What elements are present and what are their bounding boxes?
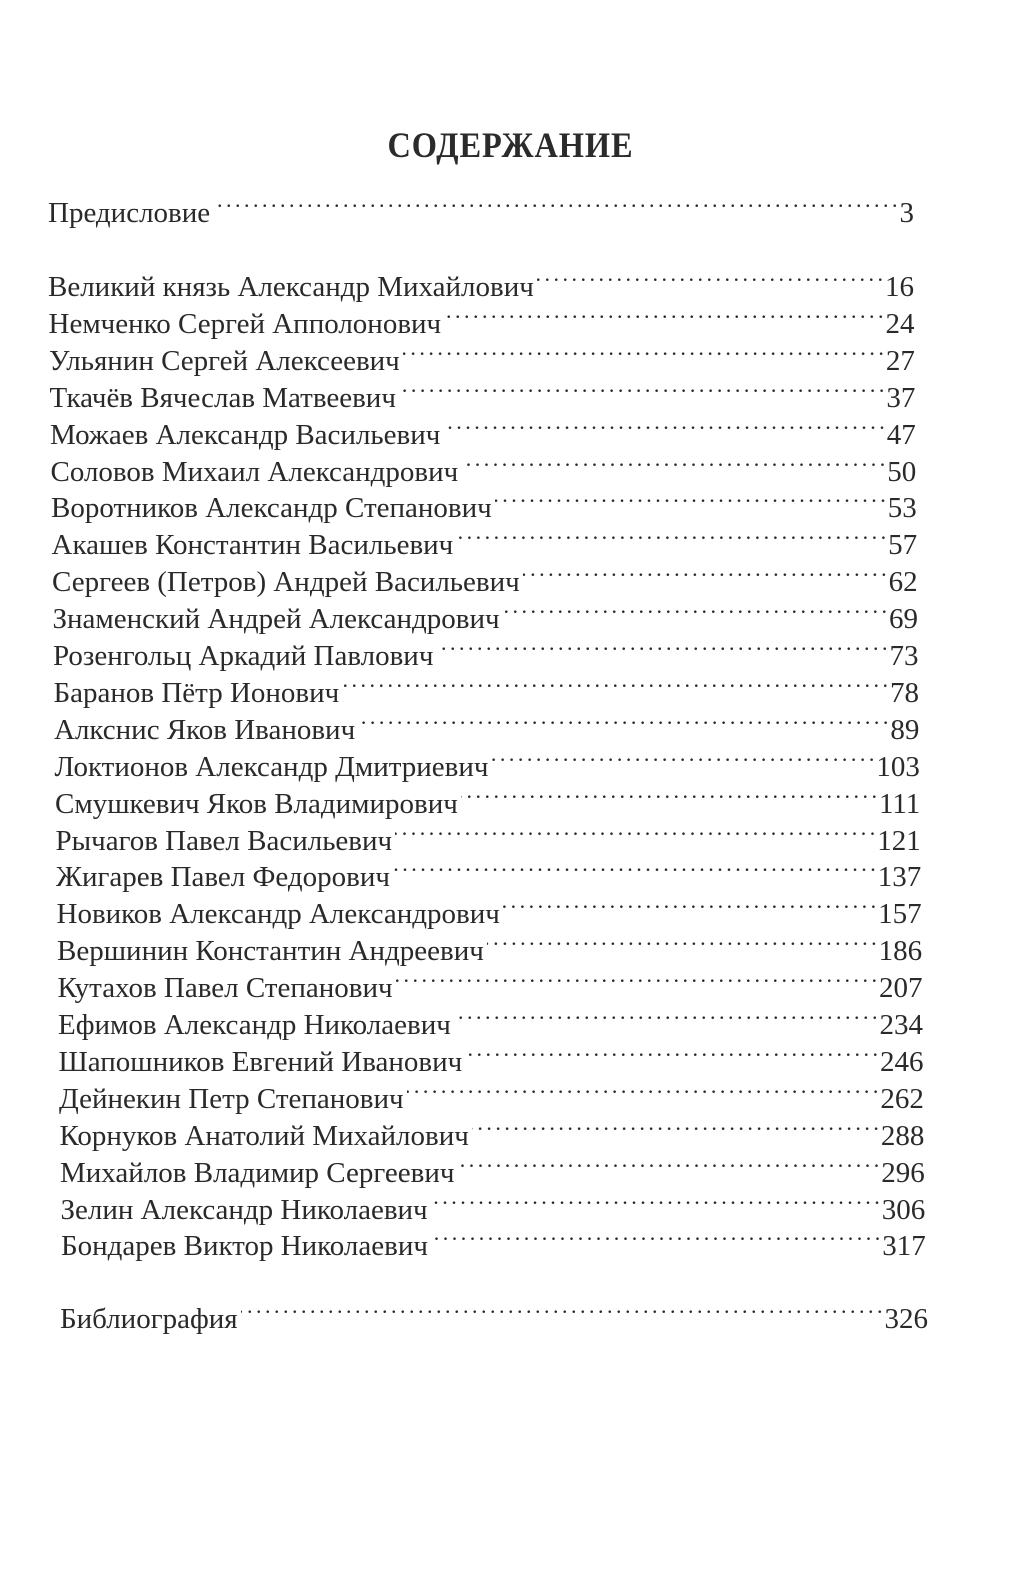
leader-dots xyxy=(396,961,877,997)
leader-dots xyxy=(358,703,887,739)
toc-label: Бондарев Виктор Николаевич xyxy=(61,1230,428,1263)
toc-label: Можаев Александр Васильевич xyxy=(50,418,441,451)
leader-dots xyxy=(431,1219,879,1255)
leader-dots xyxy=(503,887,875,923)
leader-dots xyxy=(491,740,873,776)
leader-dots xyxy=(399,371,883,407)
toc-label: Воротников Александр Степанович xyxy=(51,492,492,525)
toc-page-number: 73 xyxy=(889,640,919,672)
toc-entry xyxy=(61,1219,926,1264)
toc-page-number: 157 xyxy=(878,898,922,931)
toc-label: Алкснис Яков Иванович xyxy=(54,713,356,746)
toc-page-number: 69 xyxy=(889,603,919,636)
leader-dots xyxy=(523,555,886,591)
leader-dots xyxy=(465,1035,877,1071)
leader-dots xyxy=(403,334,883,370)
toc-page-number: 207 xyxy=(879,972,923,1005)
toc-page-number: 137 xyxy=(877,861,922,894)
toc-label: Предисловие xyxy=(48,197,211,229)
toc-page-number: 16 xyxy=(885,271,914,303)
toc-bibliography xyxy=(60,1292,928,1337)
leader-dots xyxy=(431,1183,879,1219)
toc-preface xyxy=(48,186,914,231)
toc-page-number: 296 xyxy=(881,1156,925,1189)
leader-dots xyxy=(472,1109,878,1145)
toc-page-number: 24 xyxy=(885,307,915,340)
toc-page-number: 288 xyxy=(880,1119,925,1152)
toc-label: Локтионов Александр Дмитриевич xyxy=(54,750,489,783)
toc-page-number: 234 xyxy=(879,1009,923,1041)
toc-page-number: 317 xyxy=(882,1230,926,1263)
toc-label: Корнуков Анатолий Михайлович xyxy=(59,1119,469,1152)
leader-dots xyxy=(457,1146,878,1182)
toc-page-number: 246 xyxy=(879,1045,924,1078)
toc-page-number: 186 xyxy=(878,935,923,968)
toc-label: Рычагов Павел Васильевич xyxy=(55,824,393,857)
toc-label: Смушкевич Яков Владимирович xyxy=(55,787,458,820)
toc-label: Немченко Сергей Апполонович xyxy=(48,307,442,340)
leader-dots xyxy=(456,518,885,554)
toc-label: Ульянин Сергей Алексеевич xyxy=(49,344,400,377)
toc-label: Сергеев (Петров) Андрей Васильевич xyxy=(52,566,520,599)
toc-label: Новиков Александр Александрович xyxy=(56,898,500,931)
toc-label: Дейнекин Петр Степанович xyxy=(59,1082,404,1115)
leader-dots xyxy=(444,297,882,333)
toc-page-number: 89 xyxy=(890,713,920,746)
toc-label: Баранов Пётр Ионович xyxy=(53,676,340,709)
toc-label: Михайлов Владимир Сергеевич xyxy=(60,1156,455,1189)
page-title: СОДЕРЖАНИЕ xyxy=(387,125,634,165)
toc-label: Ефимов Александр Николаевич xyxy=(58,1009,451,1041)
leader-dots xyxy=(454,998,877,1034)
toc-label: Соловов Михаил Александрович xyxy=(50,455,459,488)
toc-page-number: 262 xyxy=(880,1082,924,1115)
leader-dots xyxy=(487,924,876,960)
toc-page-number: 306 xyxy=(881,1193,926,1226)
leader-dots xyxy=(395,814,874,850)
toc-page-number: 78 xyxy=(889,676,919,709)
toc-page-number: 121 xyxy=(877,824,921,857)
toc-page-number: 53 xyxy=(887,492,917,525)
toc-page-number: 47 xyxy=(886,418,916,451)
leader-dots xyxy=(537,260,882,296)
toc-page-number: 111 xyxy=(878,787,921,820)
leader-dots xyxy=(461,445,884,481)
leader-dots xyxy=(503,592,886,628)
toc-label: Розенгольц Аркадий Павлович xyxy=(53,640,434,672)
toc-label: Жигарев Павел Федорович xyxy=(56,861,390,894)
leader-dots xyxy=(495,481,885,517)
leader-dots xyxy=(461,777,876,813)
toc-label: Акашев Константин Васильевич xyxy=(51,529,454,562)
toc-page-number: 27 xyxy=(885,344,915,377)
toc-label: Ткачёв Вячеслав Матвеевич xyxy=(49,381,396,414)
toc-page-number: 62 xyxy=(888,566,918,599)
toc-page-number: 37 xyxy=(886,381,916,414)
toc-page-number: 57 xyxy=(888,529,918,562)
leader-dots xyxy=(407,1072,878,1108)
leader-dots xyxy=(342,666,887,702)
toc-page-number: 326 xyxy=(884,1303,928,1335)
toc-label: Кутахов Павел Степанович xyxy=(57,972,393,1005)
leader-dots xyxy=(213,186,896,222)
toc-label: Зелин Александр Николаевич xyxy=(60,1193,428,1226)
leader-dots xyxy=(436,629,886,665)
toc-page-number: 103 xyxy=(876,750,920,783)
leader-dots xyxy=(241,1292,882,1328)
toc-label: Библиография xyxy=(60,1303,238,1335)
toc-page-number: 50 xyxy=(887,455,917,488)
toc-page-number: 3 xyxy=(899,197,914,229)
toc-label: Шапошников Евгений Иванович xyxy=(58,1045,463,1078)
leader-dots xyxy=(393,850,875,886)
toc-label: Вершинин Константин Андреевич xyxy=(57,935,484,968)
leader-dots xyxy=(443,408,883,444)
toc-label: Знаменский Андрей Александрович xyxy=(52,603,500,636)
toc-label: Великий князь Александр Михайлович xyxy=(48,271,534,303)
